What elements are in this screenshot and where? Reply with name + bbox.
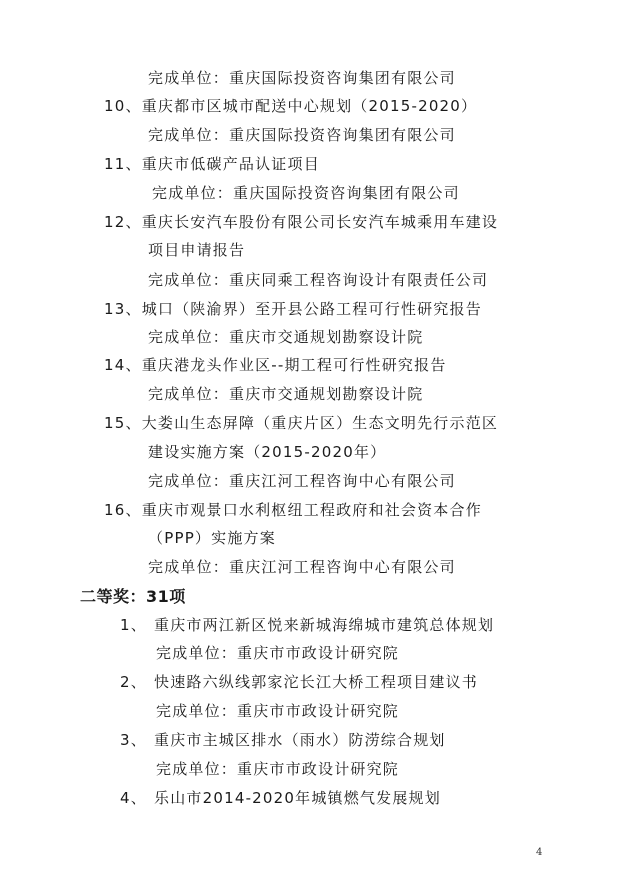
unit-line: 完成单位：重庆同乘工程咨询设计有限责任公司 [148, 271, 489, 289]
item-number: 3、 [120, 731, 147, 749]
item-title: 重庆市观景口水利枢纽工程政府和社会资本合作 [141, 501, 482, 519]
item-title: 重庆市主城区排水（雨水）防涝综合规划 [154, 731, 446, 749]
unit-line: 完成单位：重庆国际投资咨询集团有限公司 [148, 69, 456, 87]
unit-line: 完成单位：重庆国际投资咨询集团有限公司 [148, 126, 456, 144]
section-heading: 二等奖：31项 [80, 587, 186, 606]
item-title: 重庆港龙头作业区--期工程可行性研究报告 [141, 356, 447, 374]
unit-line: 完成单位：重庆市交通规划勘察设计院 [148, 328, 424, 346]
item-number: 16、 [104, 501, 142, 519]
list-item [104, 299, 482, 319]
list-item [120, 672, 478, 692]
item-number: 12、 [104, 213, 142, 231]
unit-line: 完成单位：重庆国际投资咨询集团有限公司 [152, 184, 460, 202]
list-item [104, 96, 477, 116]
item-title-continued: 建设实施方案（2015-2020年） [148, 443, 387, 461]
list-item [104, 154, 320, 174]
item-number: 13、 [104, 300, 142, 318]
item-title: 重庆市低碳产品认证项目 [141, 155, 320, 173]
unit-line: 完成单位：重庆市市政设计研究院 [156, 702, 400, 720]
item-number: 10、 [104, 97, 142, 115]
list-item [104, 500, 482, 520]
item-title: 重庆都市区城市配送中心规划（2015-2020） [141, 97, 478, 115]
unit-line: 完成单位：重庆市市政设计研究院 [156, 760, 400, 778]
item-title-continued: （PPP）实施方案 [148, 529, 276, 547]
page-number: 4 [536, 847, 543, 858]
unit-line: 完成单位：重庆市交通规划勘察设计院 [148, 385, 424, 403]
item-number: 4、 [120, 789, 147, 807]
item-number: 15、 [104, 414, 142, 432]
item-number: 2、 [120, 673, 147, 691]
item-title: 乐山市2014-2020年城镇燃气发展规划 [154, 789, 441, 807]
item-title: 城口（陕渝界）至开县公路工程可行性研究报告 [141, 300, 482, 318]
list-item [104, 212, 498, 232]
unit-line: 完成单位：重庆江河工程咨询中心有限公司 [148, 472, 456, 490]
item-number: 1、 [120, 616, 147, 634]
item-number: 14、 [104, 356, 142, 374]
list-item [104, 355, 447, 375]
unit-line: 完成单位：重庆江河工程咨询中心有限公司 [148, 558, 456, 576]
item-title: 大娄山生态屏障（重庆片区）生态文明先行示范区 [141, 414, 499, 432]
item-title: 重庆长安汽车股份有限公司长安汽车城乘用车建设 [141, 213, 499, 231]
list-item [120, 788, 441, 808]
item-title: 快速路六纵线郭家沱长江大桥工程项目建议书 [154, 673, 479, 691]
list-item [120, 615, 494, 635]
list-item [120, 730, 446, 750]
list-item [104, 413, 498, 433]
item-title-continued: 项目申请报告 [148, 241, 246, 259]
unit-line: 完成单位：重庆市市政设计研究院 [156, 644, 400, 662]
item-number: 11、 [104, 155, 142, 173]
item-title: 重庆市两江新区悦来新城海绵城市建筑总体规划 [154, 616, 495, 634]
